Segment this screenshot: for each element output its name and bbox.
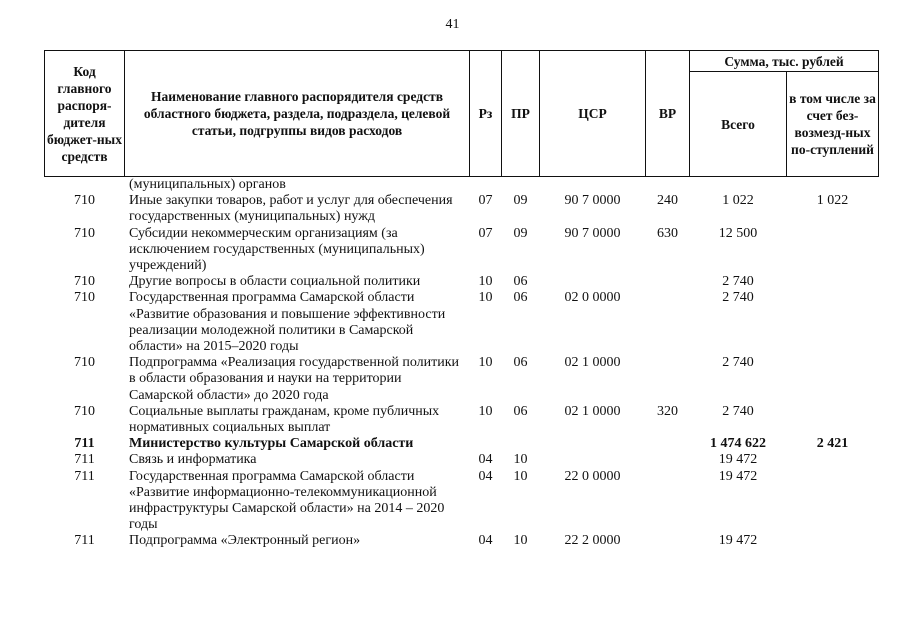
cell-pr (502, 436, 540, 452)
cell-vr (646, 452, 690, 468)
cell-rz: 10 (478, 290, 493, 306)
cell-kod: 710 (74, 403, 95, 419)
cell-rz: 10 (478, 355, 493, 371)
cell-pr: 06 (513, 355, 528, 371)
cell-vr (646, 436, 690, 452)
header-sum: Сумма, тыс. рублей (690, 51, 879, 72)
cell-free (787, 404, 879, 436)
table-row (45, 193, 879, 225)
cell-csr: 90 7 0000 (564, 193, 621, 209)
cell-name: Иные закупки товаров, работ и услуг для обеспечения государственных (муниципальных) нужд (129, 193, 453, 225)
cell-kod (45, 177, 125, 194)
cell-rz: 07 (478, 225, 493, 241)
cell-kod: 711 (74, 452, 95, 468)
header-kod: Код главного распоря-дителя бюджет-ных средств (45, 51, 125, 177)
cell-name: Другие вопросы в области социальной политики (129, 274, 421, 290)
header-name: Наименование главного распорядителя средств областного бюджета, раздела, подраздела, целевой статьи, подгруппы видов расходов (125, 51, 470, 177)
cell-rz: 04 (478, 468, 493, 484)
cell-rz: 07 (478, 193, 493, 209)
cell-free (787, 469, 879, 534)
table-body (45, 177, 879, 550)
cell-name: Министерство культуры Самарской области (129, 436, 414, 452)
cell-vr (646, 274, 690, 290)
cell-kod: 710 (74, 193, 95, 209)
cell-pr: 10 (513, 452, 528, 468)
cell-kod: 710 (74, 225, 95, 241)
cell-vr (646, 290, 690, 355)
cell-name: Связь и информатика (129, 452, 257, 468)
cell-total (690, 177, 787, 194)
cell-csr: 90 7 0000 (564, 225, 621, 241)
cell-rz (470, 436, 502, 452)
table-row (45, 355, 879, 404)
cell-free (787, 290, 879, 355)
table-row (45, 274, 879, 290)
cell-pr (502, 177, 540, 194)
cell-rz: 04 (478, 452, 493, 468)
budget-table (44, 50, 879, 550)
cell-free: 1 022 (816, 193, 849, 209)
cell-pr: 10 (513, 533, 528, 549)
cell-rz: 10 (478, 274, 493, 290)
page-number: 41 (445, 17, 460, 32)
cell-csr: 22 2 0000 (564, 533, 621, 549)
table-row (45, 436, 879, 452)
cell-free (787, 177, 879, 194)
cell-free (787, 274, 879, 290)
cell-pr: 06 (513, 403, 528, 419)
cell-kod: 711 (74, 533, 95, 549)
cell-total: 2 740 (722, 274, 754, 290)
cell-vr: 630 (657, 225, 678, 241)
cell-total: 2 740 (722, 290, 754, 306)
cell-free (787, 533, 879, 549)
cell-pr: 06 (513, 290, 528, 306)
cell-vr (646, 177, 690, 194)
cell-total: 2 740 (722, 355, 754, 371)
table-row (45, 226, 879, 275)
table-header (45, 51, 879, 177)
cell-kod: 711 (74, 436, 95, 452)
cell-pr: 09 (513, 193, 528, 209)
cell-rz: 10 (478, 403, 493, 419)
cell-total: 19 472 (718, 533, 758, 549)
cell-kod: 710 (74, 355, 95, 371)
cell-free (787, 452, 879, 468)
cell-name: Подпрограмма «Реализация государственной политики в области образования и науки на территории Самарской области» до 2020 года (129, 355, 460, 403)
cell-name: Социальные выплаты гражданам, кроме публичных нормативных социальных выплат (129, 403, 440, 436)
cell-csr: 02 0 0000 (564, 290, 621, 306)
cell-name: Государственная программа Самарской области «Развитие информационно-телекоммуникационной инфраструктуры Самарской области» на 2014 – 2020 годы (129, 468, 445, 533)
cell-kod: 710 (74, 290, 95, 306)
cell-vr: 240 (657, 193, 678, 209)
cell-csr (540, 177, 646, 194)
header-total: Всего (690, 72, 787, 177)
cell-total: 2 740 (722, 403, 754, 419)
cell-vr: 320 (657, 403, 678, 419)
table-row (45, 177, 879, 194)
cell-total: 19 472 (718, 452, 758, 468)
cell-kod: 711 (74, 468, 95, 484)
cell-csr (540, 274, 646, 290)
header-pr: ПР (502, 51, 540, 177)
cell-rz: 04 (478, 533, 493, 549)
cell-free (787, 226, 879, 275)
cell-csr (540, 436, 646, 452)
header-free: в том числе за счет без-возмезд-ных по-ступлений (787, 72, 879, 177)
cell-total: 19 472 (718, 468, 758, 484)
cell-vr (646, 469, 690, 534)
cell-total: 1 022 (722, 193, 754, 209)
cell-name: Государственная программа Самарской области «Развитие образования и повышение эффективности реализации молодежной политики в Самарской области» на 2015–2020 годы (129, 290, 446, 355)
cell-total: 12 500 (718, 225, 758, 241)
cell-pr: 10 (513, 468, 528, 484)
table-row (45, 533, 879, 549)
cell-csr: 02 1 0000 (564, 355, 621, 371)
header-vr: ВР (646, 51, 690, 177)
cell-name: Подпрограмма «Электронный регион» (129, 533, 361, 549)
cell-free (787, 355, 879, 404)
table-row (45, 452, 879, 468)
cell-vr (646, 355, 690, 404)
cell-rz (470, 177, 502, 194)
cell-csr: 02 1 0000 (564, 403, 621, 419)
cell-pr: 06 (513, 274, 528, 290)
cell-free: 2 421 (816, 436, 849, 452)
cell-name: Субсидии некоммерческим организациям (за исключением государственных (муниципальных) учреждений) (129, 225, 425, 274)
cell-name: (муниципальных) органов (129, 177, 286, 192)
cell-total: 1 474 622 (710, 436, 766, 452)
table-row (45, 290, 879, 355)
header-csr: ЦСР (540, 51, 646, 177)
header-rz: Рз (470, 51, 502, 177)
table-row (45, 469, 879, 534)
cell-vr (646, 533, 690, 549)
cell-kod: 710 (74, 274, 95, 290)
cell-csr: 22 0 0000 (564, 468, 621, 484)
table-row (45, 404, 879, 436)
cell-csr (540, 452, 646, 468)
cell-pr: 09 (513, 225, 528, 241)
